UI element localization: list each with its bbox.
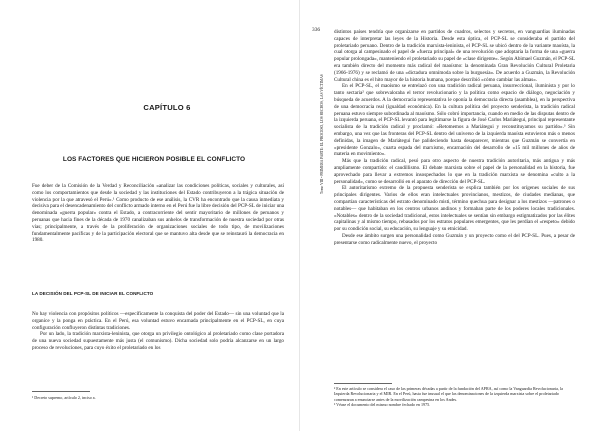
footnote-rule xyxy=(32,391,90,392)
footnote: ² En este artículo se considera el caso de las primeras décadas a partir de la fundación del APRA, así como la Vanguardia Revolucionaria, la Izquierda Revolucionaria y el MIR. En el Perú, hasta fue inusual el que las denominaciones de la izquierda marxista sobre el proletariado comenzaran a enunciarse antes de la movilización campesina en los Andes. xyxy=(334,386,563,402)
paragraph: Por un lado, la tradición marxista-leninista, que otorga un privilegio ontológico al proletariado como clase portadora de una nueva sociedad supuestamente más justa (el comunismo). Dicha sociedad solo podría alcanzarse en un largo proceso de revoluciones, para cuyo éxito el proletariado en los xyxy=(32,331,284,351)
intro-text xyxy=(32,183,284,244)
section-heading: LA DECISIÓN DEL PCP-SL DE INICIAR EL CONFLICTO xyxy=(32,291,154,296)
paragraph: El autoritarismo extremo de la propuesta senderista se explica también por los orígenes sociales de sus principales dirigentes. Varios de ellos eran intelectuales provincianos, mestizos, de ciudades medianas, que compartían características del estrato denominado misti, término quechua para designar a los mestizos —patrones o notables— que habitaban en los centros urbanos andinos y formaban parte de los poderes locales tradicionales. «Notables» dentro de la sociedad tradicional, estos intelectuales se sentían sin embargo estigmatizados por las élites capitalinas y al mismo tiempo, rebasados por los estratos populares emergentes, que les perdían el «respeto» debido por su condición social, su educación, su lenguaje y su etnicidad. xyxy=(334,185,575,233)
running-head-text: Tomo VIII • PRIMERA PARTE: EL PROCESO, LOS HECHOS, LAS VÍCTIMAS xyxy=(320,74,324,194)
footnotes xyxy=(32,395,284,400)
page-number: 336 xyxy=(312,27,321,33)
section-text xyxy=(32,311,284,352)
chapter-label: CAPÍTULO 6 xyxy=(143,103,191,112)
footnote: ¹ Decreto supremo, artículo 2, inciso a. xyxy=(32,395,96,400)
paragraph: distintos países tendría que organizarse en partidos de cuadros, selectos y secretos, en vanguardias iluminadas capaces de interpretar las leyes de la Historia. Desde esta óptica, el PCP-SL se consideraba el partido del proletariado peruano. Dentro de la tradición marxista-leninista, el PCP-SL se ubicó dentro de la variante maoísta, la cual otorga al campesinado el papel de «fuerza principal» de una revolución que adoptaría la forma de una «guerra popular prolongada», manteniendo el proletariado su papel de «clase dirigente». Según Abimael Guzmán, el PCP-SL era también directo del momento más radical del maoísmo: la denominada Gran Revolución Cultural Proletaria (1966-1976) y se reclamó de una «dictadura omnímoda sobre la burguesía». De acuerdo a Guzmán, la Revolución Cultural china es el hito mayor de la historia humana, porque describió «cómo cambiar las almas». xyxy=(334,29,575,83)
paragraph: No hay violencia con propósitos políticos —específicamente la conquista del poder del Estado— sin una voluntad que la organice y la ponga en práctica. En el Perú, esa voluntad estuvo encarnada principalmente en el PCP-SL, en cuya configuración confluyeron distintas tradiciones. xyxy=(32,311,284,331)
chapter-title: LOS FACTORES QUE HICIERON POSIBLE EL CONFLICTO xyxy=(62,156,246,163)
paragraph: Más que la tradición radical, pesó para otro aspecto de nuestra tradición autoritaria, más antigua y más ampliamente compartido: el caudillismo. El debate marxista sobre el papel de la personalidad en la historia, fue aprovechado para llevar a extremos insospechados lo que en la tradición marxista se denomina «culto a la personalidad», como se desarrolló en el aparato de dirección del PCP-SL. xyxy=(334,158,575,185)
paragraph: Desde ese ámbito surgen una personalidad como Guzmán y un proyecto como el del PCP-SL. Pues, a pesar de presentarse como radicalmente nuevo, el proyecto xyxy=(334,232,575,246)
body-text xyxy=(334,29,575,247)
paragraph: En el PCP-SL, el maoísmo se entrelazó con una tradición radical peruana, insurreccional, iluminista y por lo tanto sectaria² que sobrevaloraba el terror revolucionario y la política como espacio de diálogo, negociación y búsqueda de acuerdos. A la democracia representativa le oponía la democracia directa (asamblea), en la perspectiva de una democracia real (igualdad económica). En la cultura política del proyecto senderista, la tradición radical peruana estuvo siempre subordinada al maoísmo. Sólo cobró importancia, cuando en medio de las disputas dentro de la izquierda peruana, el PCP-SL levantó para legitimarse la figura de José Carlos Mariátegui, principal representante socialista de la tradición radical y proclamó: «Retomemos a Mariátegui y reconstituyamos su partido».³ Sin embargo, una vez que las fronteras del PCP-SL dentro del universo de la izquierda maoísta estuvieron más o menos definidas, la imagen de Mariátegui fue palideciendo hasta desaparecer, mientras que Guzmán se convertía en «presidente Gonzalo», cuarta espada del marxismo, encarnación del desarrollo de «15 mil millones de años de materia en movimiento». xyxy=(334,83,575,158)
footnote-rule xyxy=(334,383,392,384)
paragraph: Fue deber de la Comisión de la Verdad y Reconciliación «analizar las condiciones políticas, sociales y culturales, así como los comportamientos que desde la sociedad y las instituciones del Estado contribuyeron a la trágica situación de violencia por la que atravesó el Perú».¹ Como producto de ese análisis, la CVR ha encontrado que la causa inmediata y decisiva para el desencadenamiento del conflicto armado interno en el Perú fue la libre decisión del PCP-SL de iniciar una denominada «guerra popular» contra el Estado, a contracorriente del sentir mayoritario de millones de peruanos y peruanas que hacia fines de la década de 1970 canalizaban sus anhelos de transformación de nuestra sociedad por otras vías; principalmente, a través de la proliferación de organizaciones sociales de todo tipo, de movilizaciones fundamentalmente pacíficas y de la participación electoral que se mantuvo alta desde que se reinstauró la democracia en 1980. xyxy=(32,183,284,244)
footnotes xyxy=(334,386,575,408)
footnote: ³ Véase el documento del mismo nombre fechado en 1975. xyxy=(334,402,431,408)
running-head xyxy=(316,34,324,194)
